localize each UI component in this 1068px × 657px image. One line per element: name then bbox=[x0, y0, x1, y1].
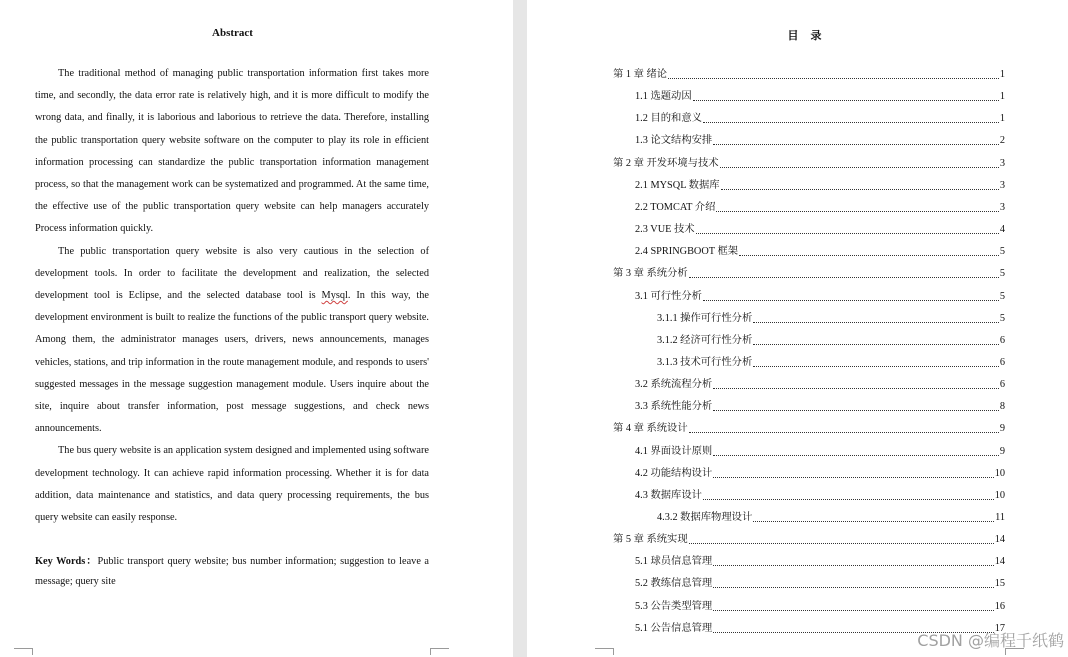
toc-page bbox=[527, 0, 1068, 657]
toc-entry[interactable] bbox=[635, 398, 1005, 414]
crop-mark-icon bbox=[14, 648, 33, 655]
toc-entry-page: 3 bbox=[999, 158, 1005, 169]
toc-dot-leader bbox=[696, 232, 999, 234]
toc-entry-label: 3.3 系统性能分析 bbox=[635, 401, 713, 412]
toc-entry[interactable] bbox=[657, 509, 1005, 525]
toc-entry-label: 3.1.2 经济可行性分析 bbox=[657, 335, 753, 346]
toc-entry-page: 6 bbox=[999, 379, 1005, 390]
toc-entry-page: 8 bbox=[999, 401, 1005, 412]
toc-entry-page: 5 bbox=[999, 291, 1005, 302]
toc-dot-leader bbox=[713, 564, 993, 566]
toc-entry-label: 第 4 章 系统设计 bbox=[613, 423, 688, 434]
toc-entry-page: 6 bbox=[999, 357, 1005, 368]
toc-entry[interactable] bbox=[635, 443, 1005, 459]
toc-dot-leader bbox=[713, 387, 999, 389]
toc-entry[interactable] bbox=[635, 487, 1005, 503]
toc-entry[interactable] bbox=[635, 110, 1005, 126]
toc-entry[interactable] bbox=[613, 155, 1005, 171]
abstract-paragraph-3: The bus query website is an application system designed and implemented using software development technology. It can achieve rapid information processing. Whether it is for data addition, data maintenance and statistics, and data query processing requirements, the bus query website can easily response. bbox=[35, 445, 429, 524]
toc-entry-label: 第 2 章 开发环境与技术 bbox=[613, 158, 719, 169]
toc-dot-leader bbox=[753, 321, 999, 323]
toc-entry-label: 4.3.2 数据库物理设计 bbox=[657, 512, 753, 523]
toc-entry-label: 4.1 界面设计原则 bbox=[635, 446, 713, 457]
toc-dot-leader bbox=[753, 343, 999, 345]
toc-dot-leader bbox=[753, 365, 999, 367]
toc-dot-leader bbox=[713, 409, 999, 411]
abstract-body bbox=[35, 63, 429, 529]
toc-dot-leader bbox=[703, 121, 999, 123]
toc-entry[interactable] bbox=[635, 199, 1005, 215]
toc-entry-page: 5 bbox=[999, 313, 1005, 324]
toc-entry[interactable] bbox=[635, 376, 1005, 392]
toc-entry[interactable] bbox=[635, 288, 1005, 304]
toc-entry-page: 10 bbox=[994, 468, 1005, 479]
toc-entry-label: 2.3 VUE 技术 bbox=[635, 224, 695, 235]
toc-dot-leader bbox=[753, 520, 994, 522]
toc-title: 目录 bbox=[787, 30, 834, 42]
toc-entry[interactable] bbox=[657, 310, 1005, 326]
toc-entry[interactable] bbox=[635, 132, 1005, 148]
toc-entry-page: 5 bbox=[999, 268, 1005, 279]
toc-dot-leader bbox=[713, 476, 993, 478]
toc-dot-leader bbox=[703, 299, 999, 301]
toc-entry-label: 2.2 TOMCAT 介绍 bbox=[635, 202, 716, 213]
toc-entry[interactable] bbox=[613, 531, 1005, 547]
toc-dot-leader bbox=[693, 99, 999, 101]
toc-entry-page: 3 bbox=[999, 202, 1005, 213]
toc-entry-page: 11 bbox=[995, 512, 1005, 523]
toc-entry-page: 10 bbox=[994, 490, 1005, 501]
toc-entry[interactable] bbox=[635, 575, 1005, 591]
toc-entry-page: 17 bbox=[994, 623, 1005, 634]
toc-entry-label: 3.1.3 技术可行性分析 bbox=[657, 357, 753, 368]
toc-entry-page: 5 bbox=[999, 246, 1005, 257]
toc-entry-page: 14 bbox=[994, 556, 1005, 567]
toc-entry-label: 4.3 数据库设计 bbox=[635, 490, 702, 501]
toc-dot-leader bbox=[713, 609, 993, 611]
toc-entry-page: 9 bbox=[999, 423, 1005, 434]
abstract-page bbox=[0, 0, 513, 657]
toc-entry-label: 2.1 MYSQL 数据库 bbox=[635, 180, 720, 191]
keywords-text: Public transport query website; bus number information; suggestion to leave a message; query site bbox=[35, 556, 429, 587]
toc-dot-leader bbox=[703, 498, 994, 500]
toc-entry-label: 第 1 章 绪论 bbox=[613, 69, 668, 80]
toc-entry[interactable] bbox=[635, 465, 1005, 481]
toc-entry-page: 6 bbox=[999, 335, 1005, 346]
toc-entry[interactable] bbox=[657, 332, 1005, 348]
toc-entry-page: 2 bbox=[999, 135, 1005, 146]
toc-entry-page: 14 bbox=[994, 534, 1005, 545]
toc-entry-label: 3.2 系统流程分析 bbox=[635, 379, 713, 390]
toc-entry-label: 第 5 章 系统实现 bbox=[613, 534, 688, 545]
toc-entry-page: 15 bbox=[994, 578, 1005, 589]
crop-mark-icon bbox=[430, 648, 449, 655]
toc-dot-leader bbox=[720, 166, 999, 168]
toc-entry-label: 1.2 目的和意义 bbox=[635, 113, 702, 124]
toc-dot-leader bbox=[689, 276, 999, 278]
toc-entry-label: 5.1 球员信息管理 bbox=[635, 556, 713, 567]
toc-entry-page: 4 bbox=[999, 224, 1005, 235]
toc-entry[interactable] bbox=[635, 221, 1005, 237]
toc-entry-label: 2.4 SPRINGBOOT 框架 bbox=[635, 246, 739, 257]
toc-entry-label: 1.3 论文结构安排 bbox=[635, 135, 713, 146]
toc-entry-page: 1 bbox=[999, 69, 1005, 80]
abstract-paragraph-2 bbox=[35, 241, 429, 441]
abstract-paragraph-2-part-1: The public transportation query website is also very cautious in the selection of development tools. In order to facilitate the development and realization, the selected development tool is Eclipse, and the selected database tool is bbox=[35, 245, 429, 302]
toc-dot-leader bbox=[689, 542, 994, 544]
toc-entry-page: 1 bbox=[999, 91, 1005, 102]
toc-entry-page: 16 bbox=[994, 601, 1005, 612]
toc-entry-page: 9 bbox=[999, 446, 1005, 457]
toc-entry-page: 1 bbox=[999, 113, 1005, 124]
toc-dot-leader bbox=[721, 188, 999, 190]
toc-entry-label: 5.2 教练信息管理 bbox=[635, 578, 713, 589]
toc-dot-leader bbox=[713, 454, 999, 456]
toc-dot-leader bbox=[668, 77, 999, 79]
toc-dot-leader bbox=[739, 254, 999, 256]
csdn-watermark: CSDN @编程千纸鹤 bbox=[917, 631, 1064, 650]
toc-dot-leader bbox=[713, 143, 999, 145]
toc-entry[interactable] bbox=[635, 177, 1005, 193]
abstract-title: Abstract bbox=[212, 27, 253, 39]
abstract-paragraph-2-part-2: . In this way, the development environment is built to realize the functions of the public transport query website. Among them, the administrator manages users, drivers, news announcements, manages vehicles, stations, and trip information in the route management module, and responds to users' suggested messages in the message suggestion management module. Users inquire about the site, inquire about transfer information, post message suggestions, and check news announcements. bbox=[35, 290, 430, 435]
toc-entry[interactable] bbox=[613, 66, 1005, 82]
toc-dot-leader bbox=[716, 210, 998, 212]
toc-entry[interactable] bbox=[657, 354, 1005, 370]
toc-entry[interactable] bbox=[613, 265, 1005, 281]
toc-entry[interactable] bbox=[635, 598, 1005, 614]
toc-dot-leader bbox=[713, 586, 993, 588]
toc-entry[interactable] bbox=[613, 420, 1005, 436]
toc-entry-page: 3 bbox=[999, 180, 1005, 191]
toc-entry-label: 第 3 章 系统分析 bbox=[613, 268, 688, 279]
toc-entry-label: 5.1 公告信息管理 bbox=[635, 623, 713, 634]
toc-dot-leader bbox=[689, 431, 999, 433]
toc-entry-label: 1.1 选题动因 bbox=[635, 91, 692, 102]
keywords-label: Key Words： bbox=[35, 556, 98, 567]
toc-entry[interactable] bbox=[635, 243, 1005, 259]
toc-entry[interactable] bbox=[635, 553, 1005, 569]
toc-entry-label: 4.2 功能结构设计 bbox=[635, 468, 713, 479]
toc-entry-label: 3.1 可行性分析 bbox=[635, 291, 702, 302]
toc-entry-label: 3.1.1 操作可行性分析 bbox=[657, 313, 753, 324]
keywords-line bbox=[35, 552, 429, 592]
toc-entry-label: 5.3 公告类型管理 bbox=[635, 601, 713, 612]
crop-mark-icon bbox=[595, 648, 614, 655]
toc-entry[interactable] bbox=[635, 88, 1005, 104]
abstract-paragraph-1: The traditional method of managing public transportation information first takes more time, and secondly, the data error rate is relatively high, and it is more difficult to modify the wrong data, and finally, it is laborious and laborious to retrieve the data. Therefore, installing the public transportation query website software on the computer to play its role in efficient information processing can standardize the public transportation information management process, so that the management work can be systematized and programmed. At the same time, the effective use of the public transportation query website can help managers accurately Process information quickly. bbox=[35, 68, 429, 235]
spellcheck-word-mysql: Mysql bbox=[321, 290, 348, 302]
